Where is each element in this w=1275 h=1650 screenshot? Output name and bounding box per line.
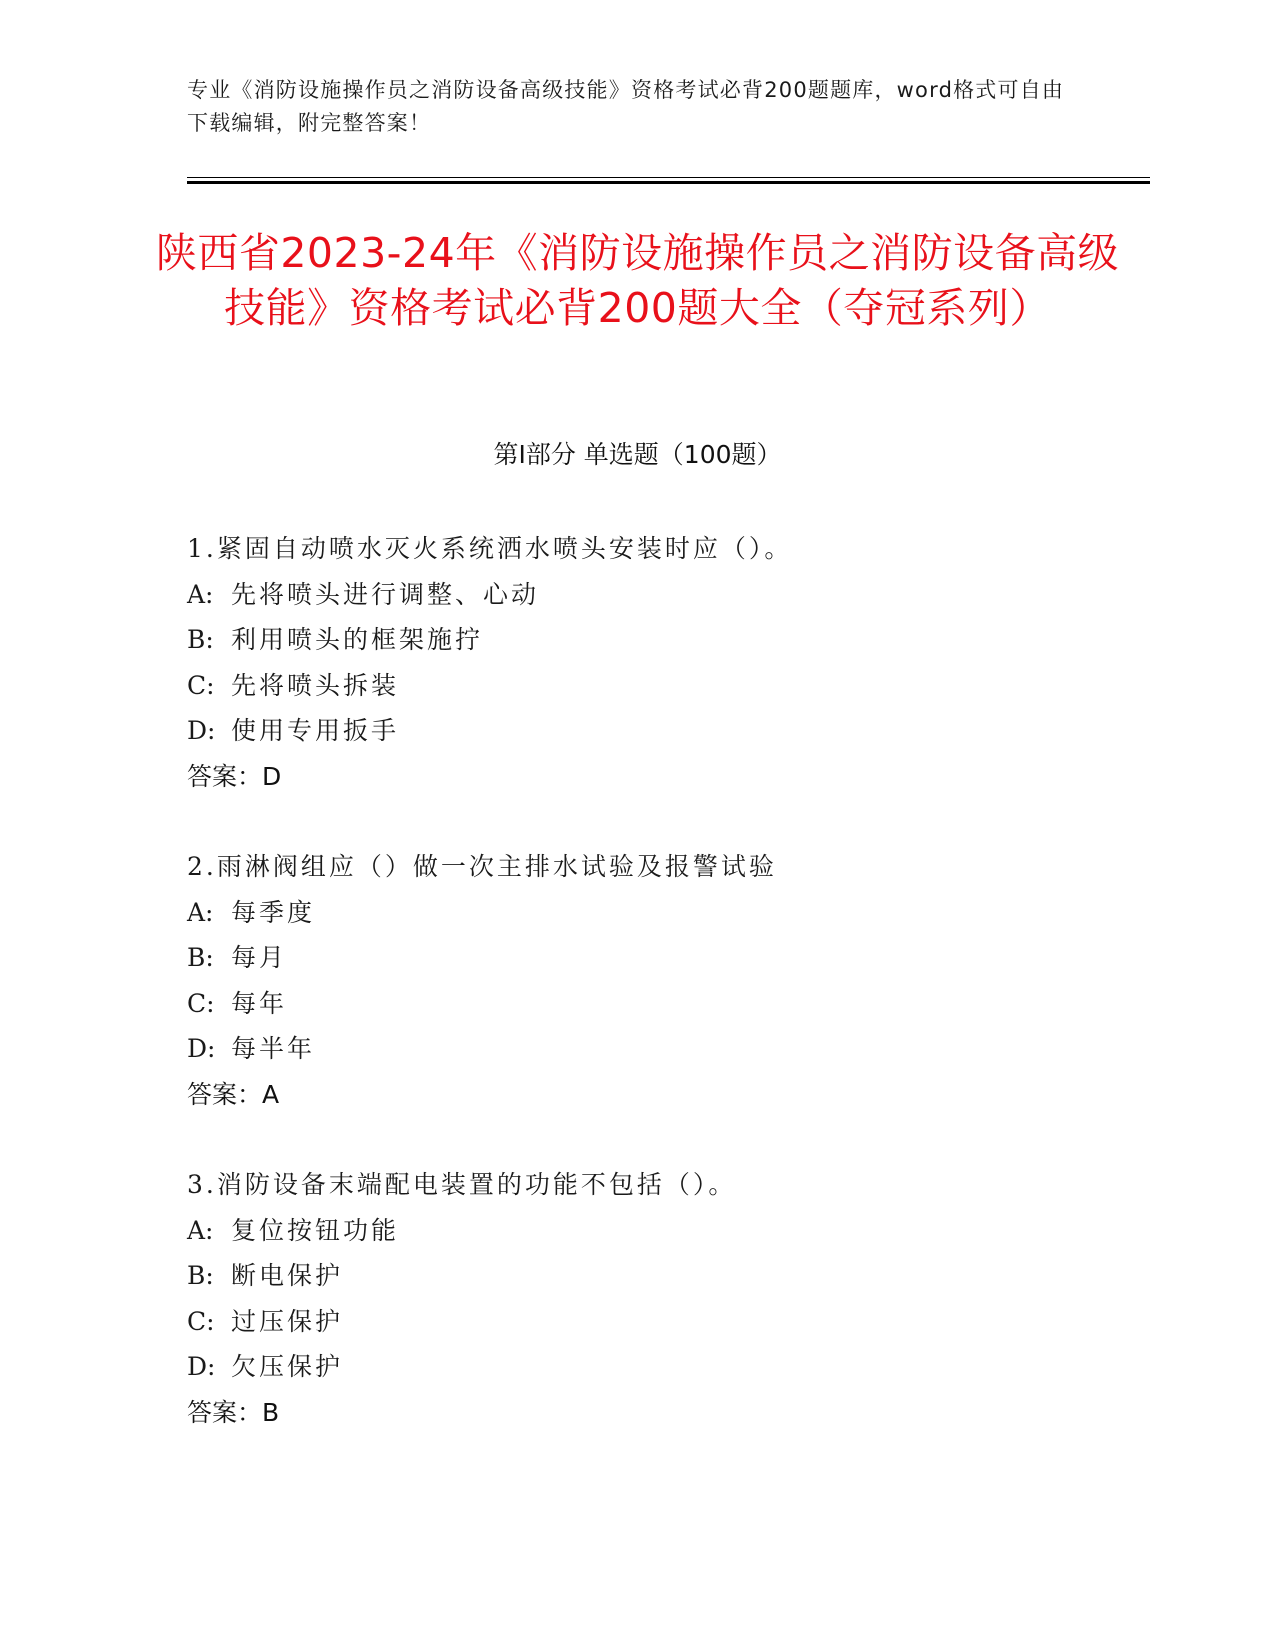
question-list — [187, 526, 1137, 1480]
document-intro: 专业《消防设施操作员之消防设备高级技能》资格考试必背200题题库，word格式可自由下载编辑，附完整答案！ — [187, 78, 1065, 135]
option-c — [187, 663, 1137, 709]
question-3 — [187, 1162, 1137, 1435]
option-a — [187, 890, 1137, 936]
option-text: 每月 — [231, 943, 288, 972]
option-letter: D: — [187, 1352, 216, 1381]
answer-line: 答案：B — [187, 1397, 280, 1427]
question-2 — [187, 844, 1137, 1117]
question-1 — [187, 526, 1137, 799]
option-text: 过压保护 — [231, 1306, 344, 1336]
answer-line: 答案：D — [187, 761, 282, 791]
option-text: 每季度 — [231, 897, 316, 927]
question-stem: 2.雨淋阀组应（）做一次主排水试验及报警试验 — [187, 852, 777, 881]
option-letter: B: — [187, 1261, 214, 1290]
option-text: 复位按钮功能 — [231, 1215, 400, 1245]
option-letter: C: — [187, 988, 215, 1018]
header-divider-thin — [187, 177, 1150, 178]
option-letter: D: — [187, 1034, 216, 1063]
header-divider-thick — [187, 181, 1150, 184]
question-stem: 3.消防设备末端配电装置的功能不包括（）。 — [187, 1170, 737, 1199]
option-d — [187, 708, 1137, 754]
option-text: 每年 — [231, 988, 288, 1018]
question-stem: 1.紧固自动喷水灭火系统洒水喷头安装时应（）。 — [187, 534, 793, 563]
option-text: 欠压保护 — [231, 1352, 344, 1381]
option-text: 断电保护 — [231, 1261, 344, 1290]
option-letter: A: — [187, 897, 214, 927]
option-c — [187, 1299, 1137, 1345]
option-d — [187, 1344, 1137, 1390]
option-letter: B: — [187, 625, 214, 654]
option-text: 利用喷头的框架施拧 — [231, 625, 484, 654]
option-letter: A: — [187, 579, 214, 609]
option-text: 每半年 — [231, 1034, 316, 1063]
option-b — [187, 617, 1137, 663]
document-title: 陕西省2023-24年《消防设施操作员之消防设备高级技能》资格考试必背200题大全（夺冠系列） — [155, 229, 1120, 332]
option-a — [187, 1208, 1137, 1254]
option-text: 先将喷头进行调整、心动 — [231, 579, 540, 609]
option-letter: D: — [187, 716, 216, 745]
option-text: 使用专用扳手 — [231, 716, 400, 745]
option-d — [187, 1026, 1137, 1072]
option-letter: B: — [187, 943, 214, 972]
answer-line: 答案：A — [187, 1079, 280, 1109]
option-a — [187, 572, 1137, 618]
option-letter: C: — [187, 670, 215, 700]
option-b — [187, 935, 1137, 981]
option-letter: C: — [187, 1306, 215, 1336]
option-letter: A: — [187, 1215, 214, 1245]
option-text: 先将喷头拆装 — [231, 670, 400, 700]
section-heading: 第I部分 单选题（100题） — [493, 440, 782, 469]
option-c — [187, 981, 1137, 1027]
option-b — [187, 1253, 1137, 1299]
